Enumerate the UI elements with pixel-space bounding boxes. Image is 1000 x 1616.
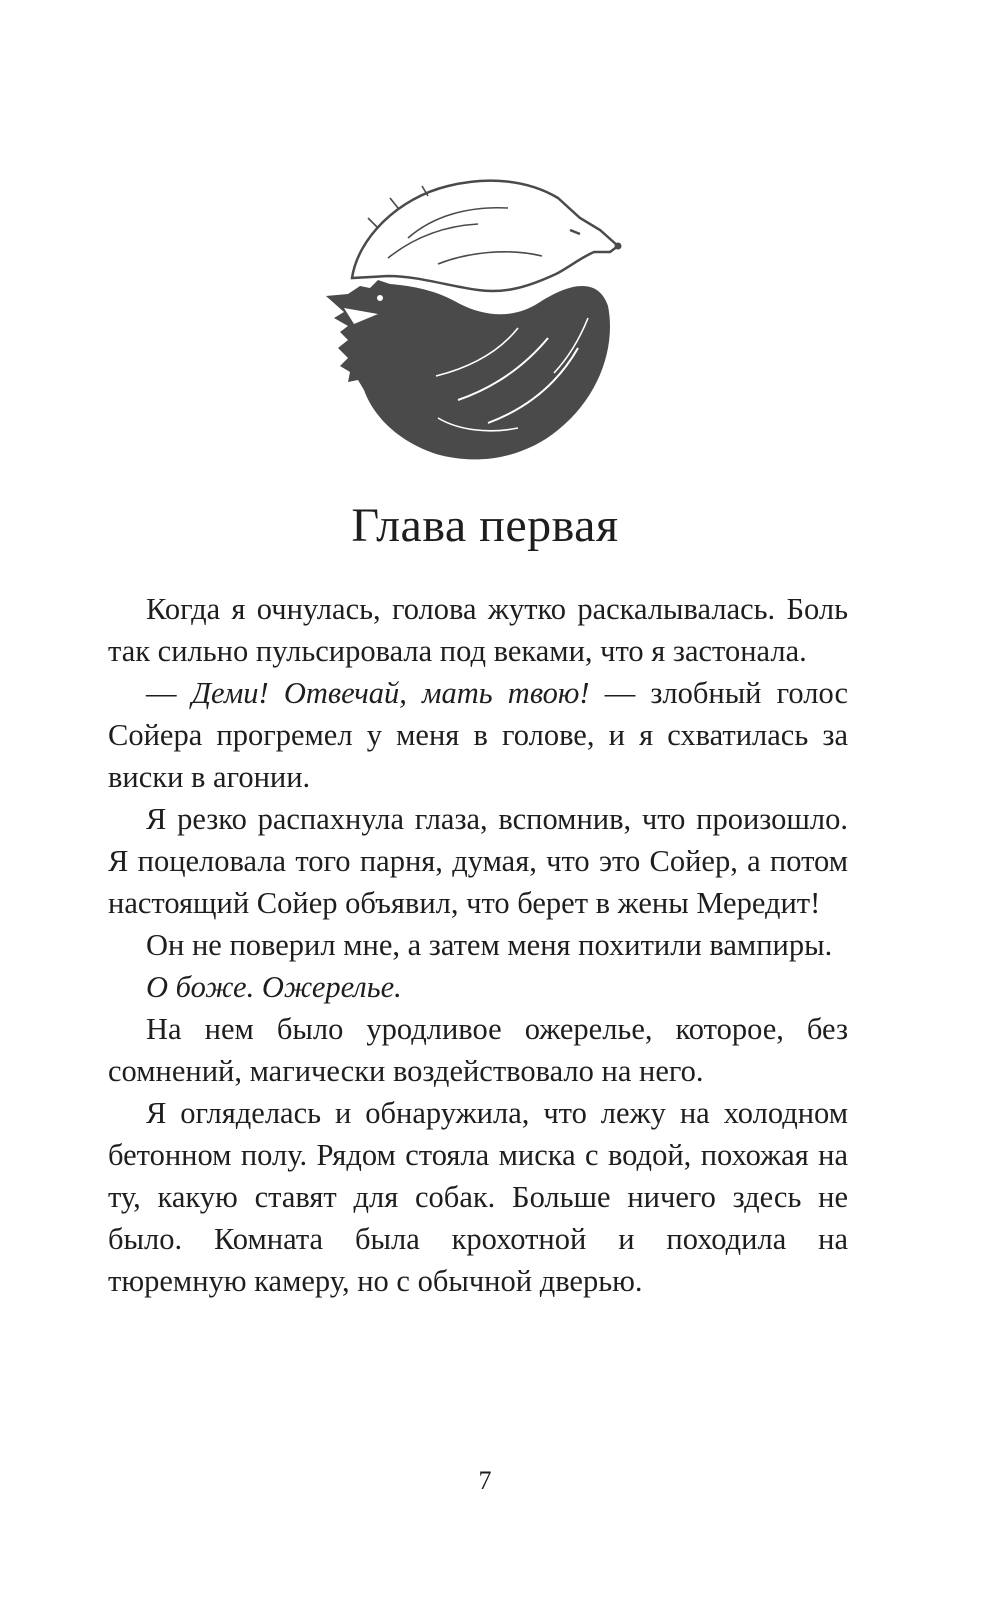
dialogue-dash: — xyxy=(146,676,192,710)
paragraph: Он не поверил мне, а затем меня похитили вампиры. xyxy=(146,928,833,962)
telepathic-speech: Деми! Отвечай, мать твою! xyxy=(191,676,590,710)
body-text xyxy=(108,588,848,1302)
paragraph: На нем было уродливое ожерелье, которое, без сомнений, магически воздействовало на него. xyxy=(108,1012,848,1088)
paragraph: Когда я очнулась, голова жутко раскалывалась. Боль так сильно пульсировала под веками, что я застонала. xyxy=(108,592,848,668)
paragraph: Я резко распахнула глаза, вспомнив, что произошло. Я поцеловала того парня, думая, что это Сойер, а потом настоящий Сойер объявил, что берет в жены Мередит! xyxy=(108,802,848,920)
page-number: 7 xyxy=(478,1466,492,1495)
chapter-title: Глава первая xyxy=(351,499,619,552)
italic-thought: О боже. Ожерелье. xyxy=(146,970,402,1004)
yin-yang-wolves-icon xyxy=(318,168,642,468)
paragraph xyxy=(108,672,848,798)
paragraph: Я огляделась и обнаружила, что лежу на холодном бетонном полу. Рядом стояла миска с водой, похожая на ту, какую ставят для собак. Больше ничего здесь не было. Комната была крохотной и походила на тюремную камеру, но с обычной дверью. xyxy=(108,1096,848,1298)
paragraph-rest: — злобный голос Сойера прогремел у меня в голове, и я схватилась за виски в агонии. xyxy=(108,676,848,794)
